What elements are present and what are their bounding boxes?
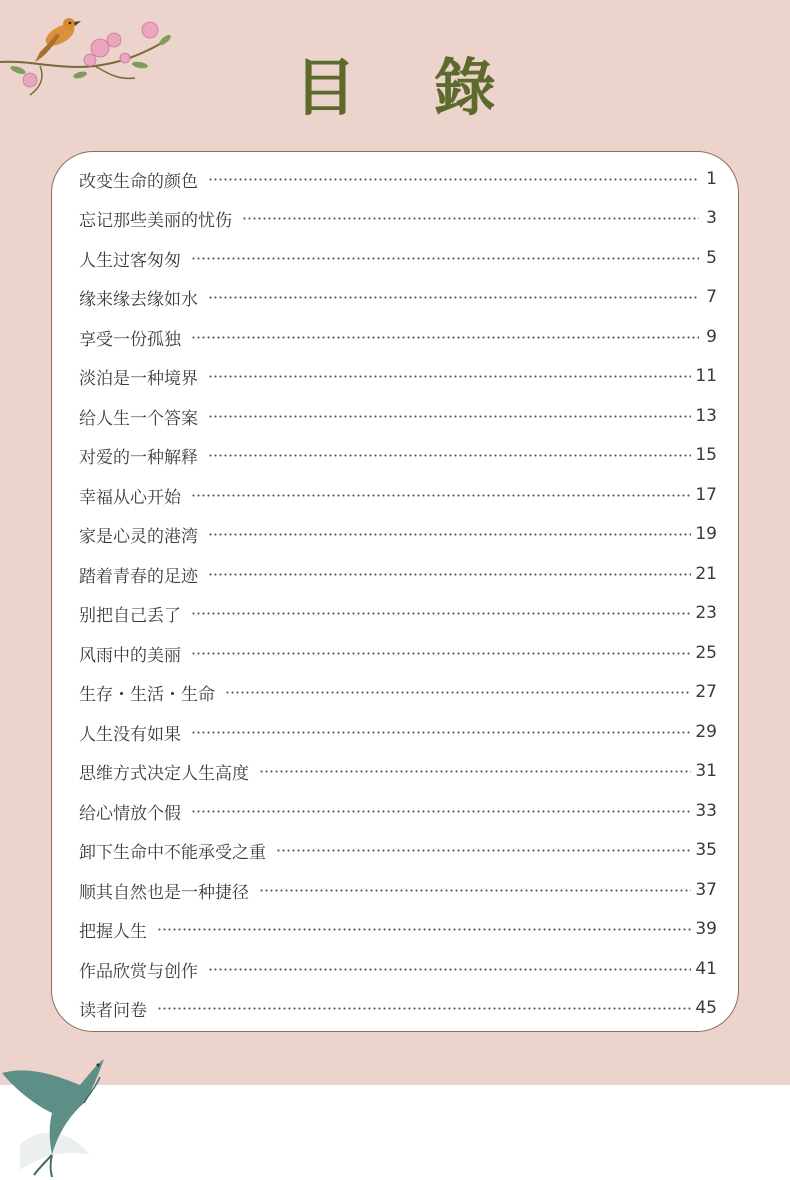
toc-entry-page: 19 [695,524,717,544]
toc-entry[interactable] [79,996,717,1020]
toc-entry-title: 改变生命的颜色 [79,171,198,192]
toc-entry[interactable] [79,325,717,349]
toc-entry-page: 45 [695,998,717,1018]
toc-entry-title: 读者问卷 [79,1000,147,1021]
toc-entry-title: 缘来缘去缘如水 [79,289,198,310]
toc-entry-title: 人生没有如果 [79,724,181,745]
dot-leader [208,968,691,971]
swallow-icon [0,1055,140,1180]
toc-entry-title: 家是心灵的港湾 [79,526,198,547]
toc-entry-page: 1 [706,169,717,189]
toc-entry[interactable] [79,167,717,191]
toc-entry[interactable] [79,443,717,467]
toc-entry-title: 幸福从心开始 [79,487,181,508]
toc-entry-title: 给心情放个假 [79,803,181,824]
toc-entry-title: 踏着青春的足迹 [79,566,198,587]
toc-entry-page: 27 [695,682,717,702]
toc-entry-page: 3 [706,208,717,228]
toc-entry-page: 13 [695,406,717,426]
dot-leader [259,889,691,892]
toc-entry[interactable] [79,878,717,902]
dot-leader [208,573,691,576]
toc-entry-page: 37 [695,880,717,900]
toc-entry-title: 生存・生活・生命 [79,684,215,705]
toc-entry-page: 15 [695,445,717,465]
toc-entry-page: 23 [695,603,717,623]
toc-entry-page: 5 [706,248,717,268]
dot-leader [208,375,691,378]
page-title: 目 錄 [294,51,524,124]
toc-entry-title: 风雨中的美丽 [79,645,181,666]
toc-entry[interactable] [79,917,717,941]
dot-leader [191,652,691,655]
toc-entry-page: 25 [695,643,717,663]
toc-entry[interactable] [79,364,717,388]
dot-leader [157,928,691,931]
toc-entry[interactable] [79,483,717,507]
dot-leader [276,849,691,852]
toc-entry[interactable] [79,720,717,744]
toc-entry-title: 对爱的一种解释 [79,447,198,468]
toc-entry[interactable] [79,246,717,270]
dot-leader [208,415,691,418]
toc-entry-page: 39 [695,919,717,939]
toc-entry-title: 给人生一个答案 [79,408,198,429]
dot-leader [208,533,691,536]
toc-entry[interactable] [79,562,717,586]
toc-entry-title: 别把自己丢了 [79,605,181,626]
dot-leader [191,612,691,615]
dot-leader [225,691,691,694]
dot-leader [242,217,699,220]
toc-entry-title: 淡泊是一种境界 [79,368,198,389]
toc-entry-page: 7 [706,287,717,307]
dot-leader [191,810,691,813]
dot-leader [191,257,699,260]
toc-entry[interactable] [79,957,717,981]
toc-entry[interactable] [79,601,717,625]
toc-entry-title: 卸下生命中不能承受之重 [79,842,266,863]
toc-entry-page: 33 [695,801,717,821]
toc-entry-title: 顺其自然也是一种捷径 [79,882,249,903]
dot-leader [191,336,699,339]
toc-entry[interactable] [79,838,717,862]
toc-entry-title: 思维方式决定人生高度 [79,763,249,784]
dot-leader [191,731,691,734]
toc-entry-title: 作品欣赏与创作 [79,961,198,982]
toc-entry[interactable] [79,404,717,428]
dot-leader [157,1007,691,1010]
dot-leader [259,770,691,773]
toc-entry-page: 41 [695,959,717,979]
toc-entry-page: 21 [695,564,717,584]
toc-entry[interactable] [79,206,717,230]
dot-leader [208,178,699,181]
toc-entry-title: 把握人生 [79,921,147,942]
toc-entry-page: 31 [695,761,717,781]
toc-entry[interactable] [79,285,717,309]
toc-entry-page: 35 [695,840,717,860]
toc-entry-title: 忘记那些美丽的忧伤 [79,210,232,231]
toc-entry[interactable] [79,799,717,823]
toc-entry-page: 29 [695,722,717,742]
table-of-contents [51,151,739,1032]
toc-entry[interactable] [79,680,717,704]
toc-entry-page: 9 [706,327,717,347]
toc-entry[interactable] [79,522,717,546]
dot-leader [208,454,691,457]
toc-entry-title: 人生过客匆匆 [79,250,181,271]
toc-entry[interactable] [79,759,717,783]
toc-entry[interactable] [79,641,717,665]
dot-leader [208,296,699,299]
toc-entry-title: 享受一份孤独 [79,329,181,350]
toc-entry-page: 17 [695,485,717,505]
toc-entry-page: 11 [695,366,717,386]
dot-leader [191,494,691,497]
